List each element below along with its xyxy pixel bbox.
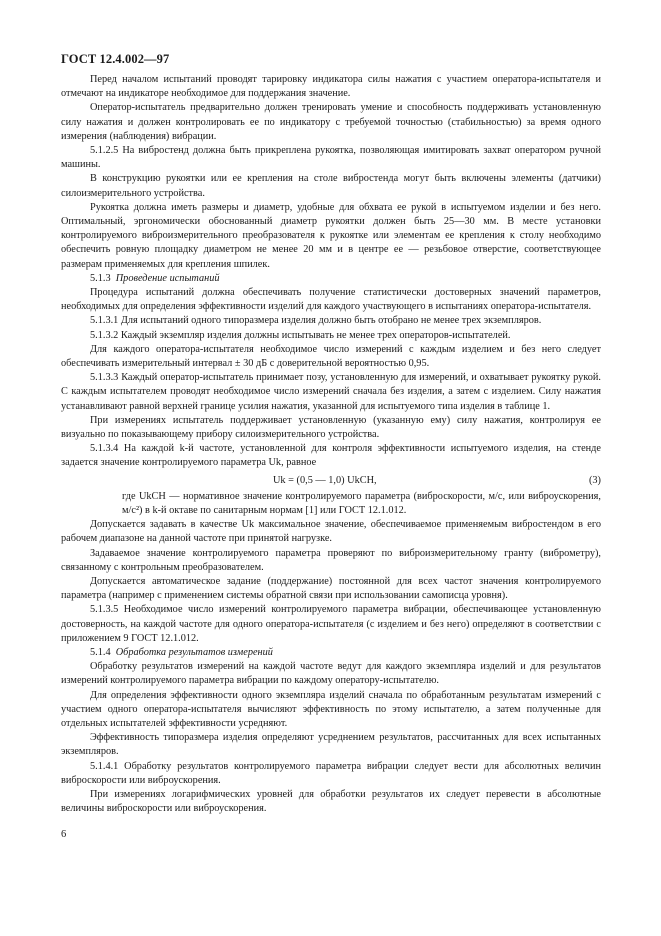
paragraph: Для каждого оператора-испытателя необходимое число измерений с каждым изделием и без него следует обеспечивать измерительный интервал ± 30 дБ с доверительной вероятностью 0,95.	[61, 343, 601, 370]
formula-number: (3)	[588, 474, 601, 486]
paragraph: Перед началом испытаний проводят тарировку индикатора силы нажатия с участием оператора-испытателя и отмечают на индикаторе необходимое для поддержания значение.	[61, 74, 601, 100]
paragraph: Обработку результатов измерений на каждой частоте ведут для каждого экземпляра изделий и для результатов измерений контролируемого параметра вибрации по каждому оператору-испытателю.	[61, 661, 601, 687]
section-title: Проведение испытаний	[115, 272, 220, 284]
paragraph: 5.1.3.1 Для испытаний одного типоразмера изделия должно быть отобрано не менее трех экземпляров.	[90, 315, 542, 327]
formula-row	[61, 472, 601, 489]
paragraph: Для определения эффективности одного экземпляра изделий сначала по обработанным результатам измерений с участием одного оператора-испытателя вычисляют эффективность по этому испытателю, а затем полученные для отдельных испытателей эффективности усредняют.	[61, 689, 601, 729]
section-heading-5-1-4	[61, 646, 601, 660]
section-number: 5.1.3	[90, 272, 111, 284]
section-number: 5.1.4	[90, 646, 111, 658]
document-body	[61, 73, 601, 816]
paragraph: Допускается задавать в качестве Uk максимальное значение, обеспечиваемое применяемым вибростендом в его рабочем диапазоне на данной частоте при принятой нагрузке.	[61, 519, 601, 545]
paragraph: При измерениях испытатель поддерживает установленную (указанную ему) силу нажатия, контролируя ее визуально по показывающему прибору силоизмерительного устройства.	[61, 414, 601, 441]
paragraph: 5.1.3.5 Необходимое число измерений контролируемого параметра вибрации, обеспечивающее установленную достоверность, на каждой частоте для одного оператора-испытателя (с изделием и без него) определяют в соответствии с приложением 9 ГОСТ 12.1.012.	[61, 604, 601, 644]
section-title: Обработка результатов измерений	[115, 646, 273, 658]
paragraph: 5.1.3.4 На каждой k-й частоте, установленной для контроля эффективности испытуемого изделия, на стенде задается значение контролируемого параметра Uk, равное	[61, 443, 601, 469]
paragraph: Оператор-испытатель предварительно должен тренировать умение и способность поддерживать установленную силу нажатия и должен контролировать ее по индикатору с требуемой точностью (стабильностью) за время одного измерения (наблюдения) вибрации.	[61, 102, 601, 142]
paragraph: 5.1.4.1 Обработку результатов контролируемого параметра вибрации следует вести для абсолютных величин виброскорости или виброускорения.	[61, 760, 601, 786]
paragraph: 5.1.2.5 На вибростенд должна быть прикреплена рукоятка, позволяющая имитировать захват оператором ручной машины.	[61, 145, 601, 171]
page-number: 6	[61, 829, 67, 840]
section-heading-5-1-3	[61, 272, 601, 286]
paragraph: 5.1.3.2 Каждый экземпляр изделия должны испытывать не менее трех операторов-испытателей.	[90, 329, 511, 341]
formula: Uk = (0,5 — 1,0) UkСН,	[273, 474, 377, 486]
paragraph: Задаваемое значение контролируемого параметра проверяют по виброизмерительному гранту (виброметру), связанному с контрольным преобразователем.	[61, 547, 601, 573]
paragraph: При измерениях логарифмических уровней для обработки результатов их следует перевести в абсолютные величины виброскорости или виброускорения.	[61, 788, 601, 815]
paragraph: Процедура испытаний должна обеспечивать получение статистически достоверных значений параметров, необходимых для определения эффективности изделий для каждого участвующего в испытаниях оператора-испытателя.	[61, 287, 601, 313]
paragraph: В конструкцию рукоятки или ее крепления на столе вибростенда могут быть включены элементы (датчики) силоизмерительного устройства.	[61, 173, 601, 199]
paragraph: 5.1.3.3 Каждый оператор-испытатель принимает позу, установленную для измерений, и охватывает рукоятку рукой. С каждым испытателем проводят необходимое число измерений сначала без изделия, а затем с изделием. Силу нажатия устанавливают равной верхней границе усилия нажатия, указанной для испытуемого типа изделия в таблице 1.	[61, 372, 601, 412]
paragraph: Допускается автоматическое задание (поддержание) постоянной для всех частот значения контролируемого параметра (например с применением системы обратной связи при использовании самописца уровня).	[61, 575, 601, 602]
formula-explanation: где UkСН — нормативное значение контролируемого параметра (виброскорости, м/с, или виброускорения, м/с²) в k-й октаве по санитарным нормам [1] или ГОСТ 12.1.012.	[122, 490, 601, 516]
paragraph: Рукоятка должна иметь размеры и диаметр, удобные для обхвата ее рукой в испытуемом изделии и без него. Оптимальный, эргономически обоснованный диаметр рукоятки должен быть 25—30 мм. В месте установки контролируемого виброизмерительного преобразователя к рукоятке или элементам ее крепления к столу необходимо обеспечить ровную площадку диаметром не менее 20 мм и в центре ее — резьбовое отверстие, соответствующее размерам применяемых для крепления шпилек.	[61, 201, 601, 270]
paragraph: Эффективность типоразмера изделия определяют усреднением результатов, рассчитанных для всех испытанных экземпляров.	[61, 732, 601, 758]
document-header: ГОСТ 12.4.002—97	[61, 52, 170, 66]
